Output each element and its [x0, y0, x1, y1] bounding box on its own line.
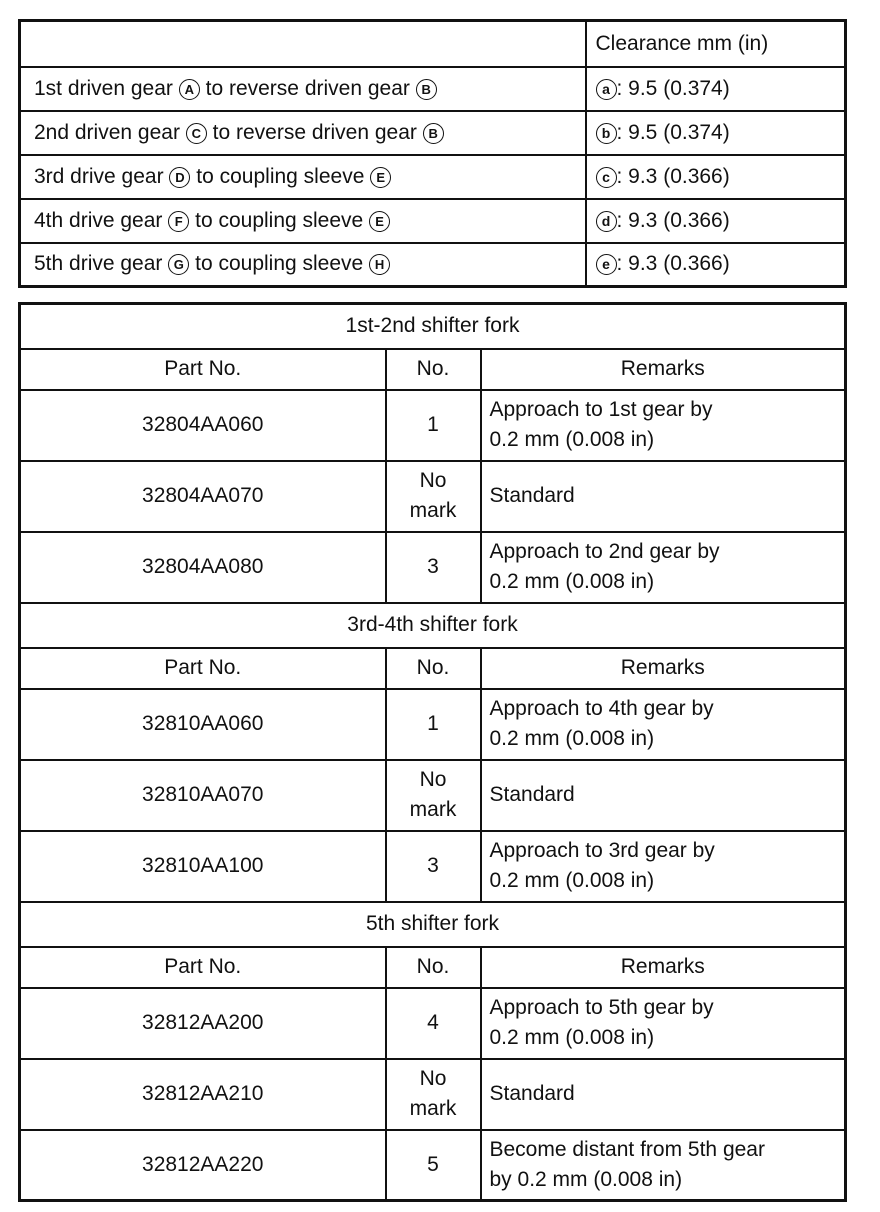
fork-section-title: 3rd-4th shifter fork — [20, 603, 846, 648]
fork-row — [20, 461, 846, 532]
circled-letter-marker: d — [596, 211, 617, 232]
part-number: 32804AA060 — [20, 390, 386, 461]
remark — [481, 689, 846, 760]
remark-line: 0.2 mm (0.008 in) — [489, 570, 655, 593]
fork-section-title-row — [20, 603, 846, 648]
clearance-value-cell — [586, 67, 846, 111]
remark-line: Standard — [489, 1082, 575, 1105]
remark — [481, 532, 846, 603]
part-number: 32810AA100 — [20, 831, 386, 902]
part-number: 32810AA060 — [20, 689, 386, 760]
gear-relation: to coupling sleeve — [196, 164, 365, 188]
mark-line: 1 — [427, 413, 439, 436]
circled-letter-marker: c — [596, 167, 617, 188]
circled-letter-marker: D — [169, 167, 190, 188]
mark-number — [386, 760, 481, 831]
gear-name: 3rd drive gear — [34, 164, 164, 188]
part-number: 32812AA220 — [20, 1130, 386, 1201]
remarks-header: Remarks — [481, 349, 846, 390]
circled-letter-marker: e — [596, 254, 617, 275]
remark-line: Approach to 5th gear by — [489, 996, 714, 1019]
no-header: No. — [386, 947, 481, 988]
part-number: 32812AA200 — [20, 988, 386, 1059]
clearance-header-row — [20, 21, 846, 67]
gear-name: 5th drive gear — [34, 252, 163, 276]
part-no-header: Part No. — [20, 648, 386, 689]
clearance-value: : 9.5 (0.374) — [616, 120, 730, 144]
circled-letter-marker: a — [596, 79, 617, 100]
remark-line: Approach to 1st gear by — [489, 398, 713, 421]
fork-column-header-row — [20, 947, 846, 988]
mark-number — [386, 1130, 481, 1201]
fork-column-header-row — [20, 349, 846, 390]
remark — [481, 1059, 846, 1130]
circled-letter-marker: B — [423, 123, 444, 144]
mark-number — [386, 1059, 481, 1130]
remark — [481, 831, 846, 902]
remark-line: 0.2 mm (0.008 in) — [489, 869, 655, 892]
clearance-value-cell — [586, 243, 846, 287]
clearance-item-cell — [20, 199, 586, 243]
mark-line: 5 — [427, 1152, 439, 1176]
clearance-header-cell: Clearance mm (in) — [586, 21, 846, 67]
clearance-value: : 9.5 (0.374) — [616, 76, 730, 100]
remark-line: by 0.2 mm (0.008 in) — [489, 1167, 683, 1191]
clearance-row — [20, 67, 846, 111]
circled-letter-marker: E — [370, 167, 391, 188]
remark-line: Approach to 2nd gear by — [489, 540, 720, 563]
remark-line: Standard — [489, 783, 575, 806]
remark — [481, 760, 846, 831]
fork-row — [20, 831, 846, 902]
mark-line: 3 — [427, 555, 439, 578]
remarks-header: Remarks — [481, 947, 846, 988]
mark-line: mark — [409, 499, 457, 522]
remark-line: 0.2 mm (0.008 in) — [489, 1026, 655, 1049]
remark-line: Approach to 4th gear by — [489, 697, 714, 720]
remark-line: Become distant from 5th gear — [489, 1137, 765, 1161]
mark-line: mark — [409, 1097, 457, 1120]
circled-letter-marker: E — [369, 211, 390, 232]
no-header: No. — [386, 648, 481, 689]
fork-row — [20, 760, 846, 831]
clearance-row — [20, 199, 846, 243]
remark — [481, 1130, 846, 1201]
mark-number — [386, 532, 481, 603]
gear-name: 2nd driven gear — [34, 120, 180, 144]
circled-letter-marker: b — [596, 123, 617, 144]
mark-line: No — [419, 469, 447, 492]
circled-letter-marker: B — [416, 79, 437, 100]
clearance-row — [20, 155, 846, 199]
remark — [481, 390, 846, 461]
clearance-value-cell — [586, 199, 846, 243]
fork-row — [20, 532, 846, 603]
mark-line: mark — [409, 798, 457, 821]
fork-row — [20, 1059, 846, 1130]
gear-name: 1st driven gear — [34, 76, 173, 100]
mark-line: 3 — [427, 854, 439, 877]
remark-line: 0.2 mm (0.008 in) — [489, 428, 655, 451]
clearance-value: : 9.3 (0.366) — [616, 208, 730, 232]
gear-relation: to reverse driven gear — [212, 120, 417, 144]
circled-letter-marker: F — [168, 211, 189, 232]
fork-row — [20, 689, 846, 760]
clearance-table — [18, 19, 847, 288]
mark-number — [386, 390, 481, 461]
mark-line: No — [419, 1067, 447, 1090]
clearance-item-cell — [20, 67, 586, 111]
gear-relation: to reverse driven gear — [205, 76, 410, 100]
part-number: 32804AA080 — [20, 532, 386, 603]
clearance-value-cell — [586, 111, 846, 155]
fork-section-title-row — [20, 902, 846, 947]
part-no-header: Part No. — [20, 349, 386, 390]
part-number: 32804AA070 — [20, 461, 386, 532]
clearance-item-cell — [20, 111, 586, 155]
clearance-row — [20, 243, 846, 287]
remarks-header: Remarks — [481, 648, 846, 689]
shifter-fork-table — [18, 302, 847, 1202]
part-number: 32810AA070 — [20, 760, 386, 831]
circled-letter-marker: C — [186, 123, 207, 144]
clearance-header-empty-cell — [20, 21, 586, 67]
circled-letter-marker: G — [168, 254, 189, 275]
fork-column-header-row — [20, 648, 846, 689]
mark-number — [386, 831, 481, 902]
mark-line: No — [419, 768, 447, 791]
gear-relation: to coupling sleeve — [195, 252, 364, 276]
mark-line: 1 — [427, 712, 439, 735]
clearance-value: : 9.3 (0.366) — [616, 252, 730, 276]
mark-line: 4 — [427, 1011, 439, 1034]
part-no-header: Part No. — [20, 947, 386, 988]
circled-letter-marker: H — [369, 254, 390, 275]
mark-number — [386, 461, 481, 532]
gear-relation: to coupling sleeve — [195, 208, 364, 232]
remark-line: 0.2 mm (0.008 in) — [489, 727, 655, 750]
clearance-value-cell — [586, 155, 846, 199]
no-header: No. — [386, 349, 481, 390]
remark — [481, 461, 846, 532]
circled-letter-marker: A — [179, 79, 200, 100]
fork-row — [20, 390, 846, 461]
mark-number — [386, 988, 481, 1059]
clearance-item-cell — [20, 243, 586, 287]
fork-section-title: 5th shifter fork — [20, 902, 846, 947]
clearance-row — [20, 111, 846, 155]
clearance-value: : 9.3 (0.366) — [616, 164, 730, 188]
gear-name: 4th drive gear — [34, 208, 163, 232]
fork-row — [20, 1130, 846, 1201]
clearance-item-cell — [20, 155, 586, 199]
fork-section-title-row — [20, 304, 846, 349]
remark — [481, 988, 846, 1059]
mark-number — [386, 689, 481, 760]
fork-section-title: 1st-2nd shifter fork — [20, 304, 846, 349]
remark-line: Standard — [489, 484, 575, 507]
remark-line: Approach to 3rd gear by — [489, 839, 715, 862]
fork-row — [20, 988, 846, 1059]
part-number: 32812AA210 — [20, 1059, 386, 1130]
